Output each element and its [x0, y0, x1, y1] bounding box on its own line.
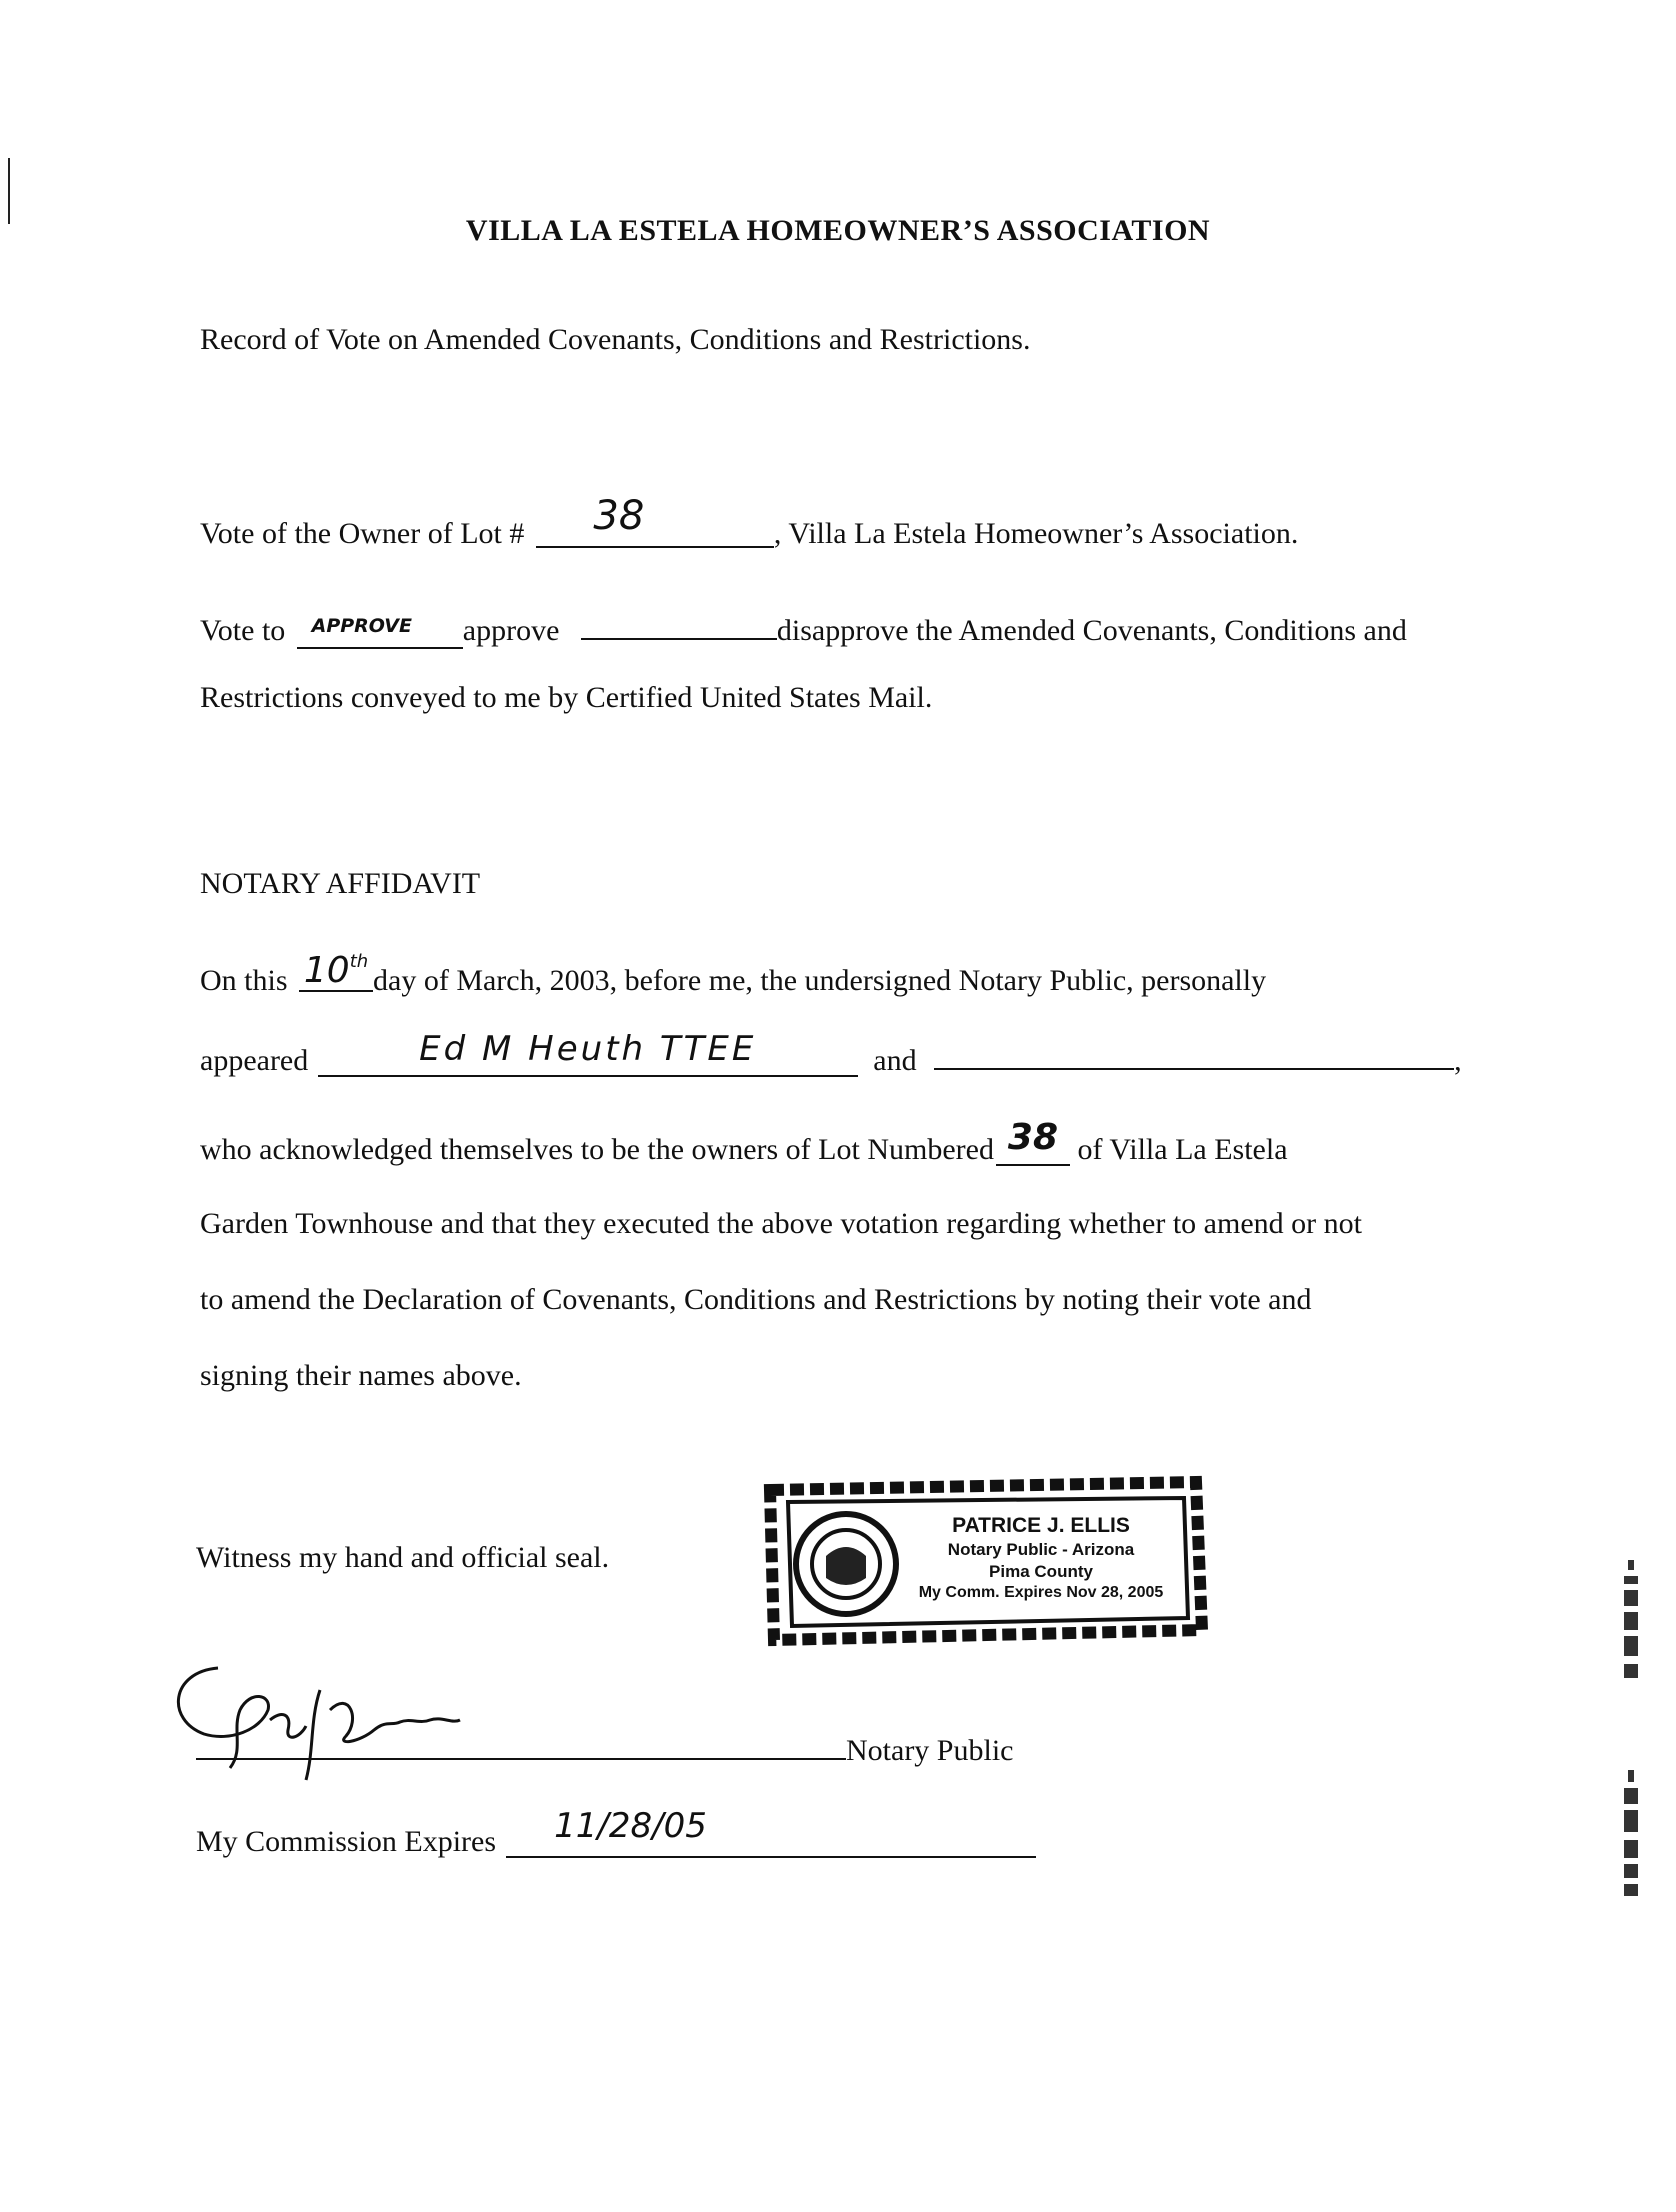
ack-suffix: of Villa La Estela [1077, 1133, 1288, 1166]
and-label: and [873, 1044, 917, 1077]
approve-handwritten: APPROVE [311, 615, 412, 637]
commission-label: My Commission Expires [196, 1825, 497, 1858]
vote-owner-prefix: Vote of the Owner of Lot # [200, 517, 525, 550]
affidavit-line-4: Garden Townhouse and that they executed the above votation regarding whether to amend or not [200, 1207, 1362, 1240]
signature-line [196, 1728, 846, 1760]
ack-lot-field [996, 1117, 1070, 1166]
on-this-label: On this [200, 964, 288, 997]
signature-line-row [196, 1728, 1013, 1769]
vote-owner-line [200, 493, 1299, 552]
stamp-border [756, 1468, 1212, 1652]
appeared-label: appeared [200, 1044, 309, 1077]
affidavit-line-1-rest: day of March, 2003, before me, the undersigned Notary Public, personally [373, 964, 1267, 997]
approve-label: approve [462, 614, 560, 647]
appeared-name-field [318, 1029, 858, 1077]
second-owner-field [934, 1034, 1454, 1070]
affidavit-heading: NOTARY AFFIDAVIT [200, 867, 481, 900]
lot-number-handwritten: 38 [593, 493, 645, 539]
day-field [299, 950, 373, 992]
page-title: VILLA LA ESTELA HOMEOWNER’S ASSOCIATION [465, 214, 1211, 247]
notary-signature [160, 1650, 600, 1790]
stamp-name: PATRICE J. ELLIS [952, 1514, 1130, 1537]
ack-prefix: who acknowledged themselves to be the owners of Lot Numbered [200, 1133, 994, 1166]
affidavit-line-2: appeared Ed M Heuth TTEE and , [200, 1029, 1462, 1077]
day-handwritten: 10 [303, 950, 350, 991]
commission-date-field [506, 1806, 1036, 1858]
commission-date-handwritten: 11/28/05 [554, 1806, 707, 1846]
affidavit-line-5: to amend the Declaration of Covenants, Conditions and Restrictions by noting their vote and [200, 1283, 1312, 1316]
witness-text: Witness my hand and official seal. [196, 1541, 610, 1574]
affidavit-line-6: signing their names above. [200, 1359, 522, 1392]
vote-choice-line-2: Restrictions conveyed to me by Certified United States Mail. [200, 681, 933, 714]
record-heading: Record of Vote on Amended Covenants, Conditions and Restrictions. [200, 323, 1031, 356]
notary-public-label: Notary Public [846, 1734, 1014, 1767]
commission-line [196, 1806, 1036, 1860]
vote-owner-suffix: , Villa La Estela Homeowner’s Association. [773, 517, 1299, 550]
stamp-expires: My Comm. Expires Nov 28, 2005 [918, 1584, 1164, 1601]
vote-choice-line [200, 604, 1407, 649]
day-suffix-handwritten: th [349, 951, 369, 972]
stamp-title: Notary Public - Arizona [947, 1540, 1135, 1559]
notary-stamp [756, 1468, 1212, 1652]
appeared-name-handwritten: Ed M Heuth TTEE [419, 1029, 757, 1069]
ack-lot-handwritten: 38 [1007, 1117, 1058, 1158]
lot-number-field [536, 493, 774, 548]
side-barcode [1614, 1560, 1648, 1940]
disapprove-label: disapprove the Amended Covenants, Conditions and [776, 614, 1407, 647]
approve-field [297, 613, 463, 649]
vote-to-label: Vote to [200, 614, 286, 647]
affidavit-line-1 [200, 950, 1267, 999]
stamp-county: Pima County [989, 1562, 1093, 1581]
disapprove-field [581, 604, 777, 640]
affidavit-line-3 [200, 1117, 1288, 1168]
